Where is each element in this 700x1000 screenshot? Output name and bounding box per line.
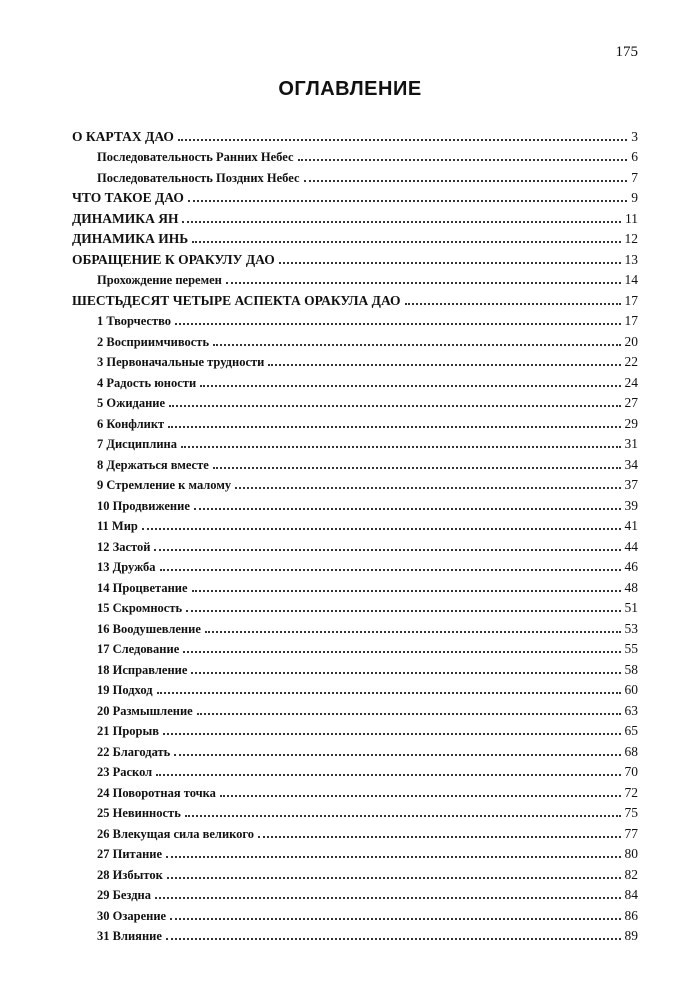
- toc-entry[interactable]: [72, 124, 638, 145]
- toc-entry[interactable]: [72, 739, 638, 760]
- toc-entry[interactable]: [72, 432, 638, 453]
- toc-entry-page-number: 17: [624, 292, 638, 308]
- toc-entry-page-number: 39: [624, 497, 638, 513]
- toc-entry[interactable]: [72, 678, 638, 699]
- toc-entry-label: 24 Поворотная точка: [97, 785, 216, 800]
- toc-entry-page-number: 55: [624, 641, 638, 656]
- toc-entry-label: 21 Прорыв: [97, 724, 160, 738]
- toc-entry-page-number: 22: [624, 354, 638, 369]
- toc-entry-label: 8 Держаться вместе: [97, 457, 209, 472]
- toc-dot-leader: [169, 405, 620, 407]
- page-title: ОГЛАВЛЕНИЕ: [278, 78, 422, 100]
- toc-entry[interactable]: [72, 186, 638, 207]
- toc-entry[interactable]: [72, 555, 638, 576]
- toc-entry[interactable]: [72, 719, 638, 740]
- toc-entry[interactable]: [72, 350, 638, 371]
- toc-dot-leader: [160, 569, 621, 571]
- toc-entry-label: 20 Размышление: [97, 703, 193, 718]
- toc-entry[interactable]: [72, 370, 638, 391]
- toc-entry[interactable]: [72, 514, 638, 535]
- toc-dot-leader: [191, 672, 620, 674]
- toc-entry[interactable]: [72, 616, 638, 637]
- toc-entry[interactable]: [72, 596, 638, 617]
- toc-entry-page-number: 27: [624, 395, 638, 410]
- toc-dot-leader: [170, 918, 620, 920]
- toc-dot-leader: [178, 139, 627, 141]
- toc-entry-page-number: 34: [624, 456, 638, 472]
- toc-entry-page-number: 51: [624, 600, 638, 615]
- toc-entry-page-number: 89: [624, 928, 638, 943]
- toc-entry[interactable]: [72, 391, 638, 412]
- toc-entry-page-number: 72: [624, 784, 638, 800]
- toc-entry-page-number: 44: [624, 538, 638, 554]
- toc-entry[interactable]: [72, 473, 638, 494]
- toc-dot-leader: [185, 815, 621, 817]
- toc-entry-page-number: 13: [624, 251, 638, 267]
- toc-entry-page-number: 46: [624, 559, 638, 574]
- toc-dot-leader: [188, 200, 627, 202]
- toc-entry-label: 27 Питание: [97, 847, 163, 861]
- toc-dot-leader: [192, 590, 621, 592]
- toc-dot-leader: [182, 221, 621, 223]
- toc-entry-label: О КАРТАХ ДАО: [72, 128, 174, 144]
- toc-dot-leader: [226, 282, 621, 284]
- toc-dot-leader: [298, 159, 628, 161]
- toc-entry[interactable]: [72, 821, 638, 842]
- toc-entry-label: 16 Воодушевление: [97, 621, 201, 636]
- toc-entry[interactable]: [72, 165, 638, 186]
- toc-entry-page-number: 68: [624, 743, 638, 759]
- toc-entry-page-number: 6: [631, 149, 638, 164]
- toc-entry[interactable]: [72, 842, 638, 863]
- toc-entry-label: 1 Творчество: [97, 314, 171, 328]
- toc-entry-page-number: 58: [624, 661, 638, 677]
- toc-dot-leader: [213, 467, 621, 469]
- toc-entry-page-number: 20: [624, 333, 638, 349]
- toc-entry-page-number: 60: [624, 682, 638, 697]
- toc-dot-leader: [192, 241, 620, 243]
- page-number: 175: [615, 44, 638, 60]
- toc-entry[interactable]: [72, 883, 638, 904]
- toc-dot-leader: [279, 262, 621, 264]
- toc-entry-label: 11 Мир: [97, 519, 138, 533]
- toc-entry-label: ДИНАМИКА ЯН: [72, 210, 179, 226]
- toc-entry[interactable]: [72, 329, 638, 350]
- toc-entry-page-number: 14: [624, 272, 638, 287]
- toc-dot-leader: [197, 713, 621, 715]
- toc-entry[interactable]: [72, 780, 638, 801]
- toc-entry-page-number: 63: [624, 702, 638, 718]
- toc-entry-label: 12 Застой: [97, 539, 151, 554]
- toc-dot-leader: [268, 364, 620, 366]
- toc-dot-leader: [304, 180, 628, 182]
- toc-entry[interactable]: [72, 268, 638, 289]
- toc-entry[interactable]: [72, 801, 638, 822]
- toc-dot-leader: [168, 426, 620, 428]
- toc-entry[interactable]: [72, 206, 638, 227]
- toc-dot-leader: [405, 303, 621, 305]
- toc-dot-leader: [220, 795, 621, 797]
- toc-dot-leader: [258, 836, 620, 838]
- toc-entry-label: 7 Дисциплина: [97, 437, 177, 451]
- toc-dot-leader: [186, 610, 620, 612]
- toc-entry-label: 4 Радость юности: [97, 375, 197, 390]
- toc-entry[interactable]: [72, 575, 638, 596]
- toc-dot-leader: [213, 344, 620, 346]
- toc-entry-label: 10 Продвижение: [97, 498, 190, 513]
- toc-dot-leader: [174, 754, 620, 756]
- toc-entry-label: 13 Дружба: [97, 560, 156, 574]
- toc-entry-page-number: 12: [624, 231, 638, 246]
- toc-entry[interactable]: [72, 534, 638, 555]
- toc-entry[interactable]: [72, 227, 638, 248]
- toc-dot-leader: [166, 938, 621, 940]
- toc-entry[interactable]: [72, 247, 638, 268]
- toc-entry[interactable]: [72, 493, 638, 514]
- toc-entry-label: 19 Подход: [97, 683, 153, 697]
- toc-entry-label: 6 Конфликт: [97, 416, 165, 431]
- toc-entry-label: 15 Скромность: [97, 601, 183, 615]
- toc-entry-label: 30 Озарение: [97, 908, 167, 923]
- toc-dot-leader: [154, 549, 620, 551]
- toc-entry-page-number: 3: [631, 128, 638, 144]
- toc-entry-label: ОБРАЩЕНИЕ К ОРАКУЛУ ДАО: [72, 251, 275, 267]
- toc-entry[interactable]: [72, 411, 638, 432]
- toc-entry-label: 31 Влияние: [97, 929, 162, 943]
- toc-entry-label: 18 Исправление: [97, 662, 188, 677]
- toc-entry-label: 26 Влекущая сила великого: [97, 826, 255, 841]
- toc-dot-leader: [163, 733, 620, 735]
- toc-entry[interactable]: [72, 145, 638, 166]
- toc-dot-leader: [167, 877, 621, 879]
- toc-entry[interactable]: [72, 452, 638, 473]
- table-of-contents: [72, 124, 638, 944]
- toc-entry-page-number: 77: [624, 825, 638, 841]
- toc-dot-leader: [194, 508, 621, 510]
- toc-entry[interactable]: [72, 657, 638, 678]
- toc-entry-label: ДИНАМИКА ИНЬ: [72, 231, 189, 246]
- toc-entry-label: 3 Первоначальные трудности: [97, 355, 265, 369]
- toc-entry-page-number: 84: [624, 887, 638, 902]
- toc-entry[interactable]: [72, 288, 638, 309]
- toc-entry-label: Последовательность Поздних Небес: [97, 170, 300, 185]
- toc-entry[interactable]: [72, 698, 638, 719]
- toc-entry-page-number: 9: [631, 190, 638, 205]
- toc-entry-page-number: 70: [624, 764, 638, 779]
- toc-dot-leader: [142, 528, 621, 530]
- toc-entry-label: 29 Бездна: [97, 888, 152, 902]
- toc-entry-page-number: 11: [625, 210, 638, 226]
- toc-entry-page-number: 53: [624, 620, 638, 636]
- toc-entry-page-number: 17: [624, 313, 638, 328]
- toc-entry-label: 22 Благодать: [97, 744, 171, 759]
- toc-entry-label: 9 Стремление к малому: [97, 478, 232, 492]
- toc-entry-page-number: 24: [624, 374, 638, 390]
- toc-entry-label: Прохождение перемен: [97, 273, 222, 287]
- toc-entry-page-number: 82: [624, 866, 638, 882]
- toc-dot-leader: [175, 323, 621, 325]
- toc-entry-label: ШЕСТЬДЕСЯТ ЧЕТЫРЕ АСПЕКТА ОРАКУЛА ДАО: [72, 292, 401, 308]
- toc-entry[interactable]: [72, 637, 638, 658]
- toc-entry-page-number: 7: [631, 169, 638, 185]
- toc-entry-label: Последовательность Ранних Небес: [97, 150, 294, 164]
- toc-dot-leader: [205, 631, 621, 633]
- toc-entry-label: 25 Невинность: [97, 806, 181, 820]
- toc-entry-label: 5 Ожидание: [97, 396, 166, 410]
- toc-entry[interactable]: [72, 903, 638, 924]
- toc-entry-page-number: 29: [624, 415, 638, 431]
- toc-dot-leader: [235, 487, 620, 489]
- toc-entry[interactable]: [72, 862, 638, 883]
- toc-dot-leader: [183, 651, 620, 653]
- toc-entry-page-number: 65: [624, 723, 638, 738]
- toc-entry[interactable]: [72, 924, 638, 945]
- toc-dot-leader: [156, 774, 620, 776]
- toc-entry-label: 17 Следование: [97, 642, 180, 656]
- toc-entry-label: 23 Раскол: [97, 765, 153, 779]
- toc-entry-page-number: 86: [624, 907, 638, 923]
- toc-entry-page-number: 75: [624, 805, 638, 820]
- toc-entry[interactable]: [72, 309, 638, 330]
- toc-entry[interactable]: [72, 760, 638, 781]
- toc-dot-leader: [166, 856, 620, 858]
- toc-dot-leader: [155, 897, 620, 899]
- toc-dot-leader: [200, 385, 620, 387]
- toc-entry-page-number: 41: [624, 518, 638, 533]
- toc-dot-leader: [181, 446, 621, 448]
- toc-dot-leader: [157, 692, 621, 694]
- toc-entry-label: 14 Процветание: [97, 580, 188, 595]
- toc-entry-label: ЧТО ТАКОЕ ДАО: [72, 190, 184, 205]
- toc-entry-page-number: 31: [624, 436, 638, 451]
- toc-entry-label: 2 Восприимчивость: [97, 334, 210, 349]
- toc-entry-page-number: 48: [624, 579, 638, 595]
- toc-entry-label: 28 Избыток: [97, 867, 163, 882]
- toc-entry-page-number: 80: [624, 846, 638, 861]
- toc-entry-page-number: 37: [624, 477, 638, 492]
